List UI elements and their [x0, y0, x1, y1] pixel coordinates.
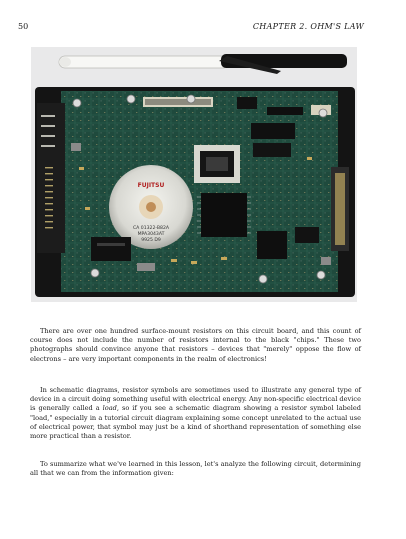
pen-icon [59, 54, 347, 74]
paragraph-2-part-a: In schematic diagrams, resistor symbols are sometimes used to illustrate any general type of device in a circuit doing something useful with electrical energy. Any non-specific electrical device is generally called a [30, 386, 361, 413]
page-number: 50 [18, 22, 29, 31]
fujitsu-label [109, 165, 193, 249]
paragraph-2-part-b: , so if you see a schematic diagram showing a resistor symbol labeled "load," especially in a tutorial circuit diagram explaining some concept unrelated to the actual use of electrical power, that symbol may just be a kind of shorthand representation of something else more practical than a resistor. [30, 404, 361, 441]
circuit-board-photo [31, 47, 357, 302]
chip-label-model: CA 01322-B82A [132, 226, 170, 231]
paragraph-summary [30, 460, 361, 478]
page-header [0, 22, 406, 36]
paragraph-3-text: To summarize what we've learned in this lesson, let's analyze the following circuit, determining all that we can from the information given: [30, 460, 361, 478]
paragraph-schematic-load [30, 386, 361, 441]
load-emphasis: load [102, 404, 117, 413]
chip-label-brand: FUJITSU [137, 182, 165, 189]
chip-label-date: 9925 D9 [141, 238, 161, 243]
chip-label-part: MPA3043AT [137, 232, 165, 237]
chapter-title: CHAPTER 2. OHM'S LAW [252, 22, 364, 31]
paragraph-2-text [30, 386, 361, 441]
paragraph-resistors-count [30, 327, 361, 364]
paragraph-1-text: There are over one hundred surface-mount resistors on this circuit board, and this count of course does not include the number of resistors internal to the black "chips." These two photographs should convince anyone that resistors – devices that "merely" oppose the flow of electrons – are very important components in the realm of electronics! [30, 327, 361, 363]
circuit-board-illustration [31, 47, 357, 302]
